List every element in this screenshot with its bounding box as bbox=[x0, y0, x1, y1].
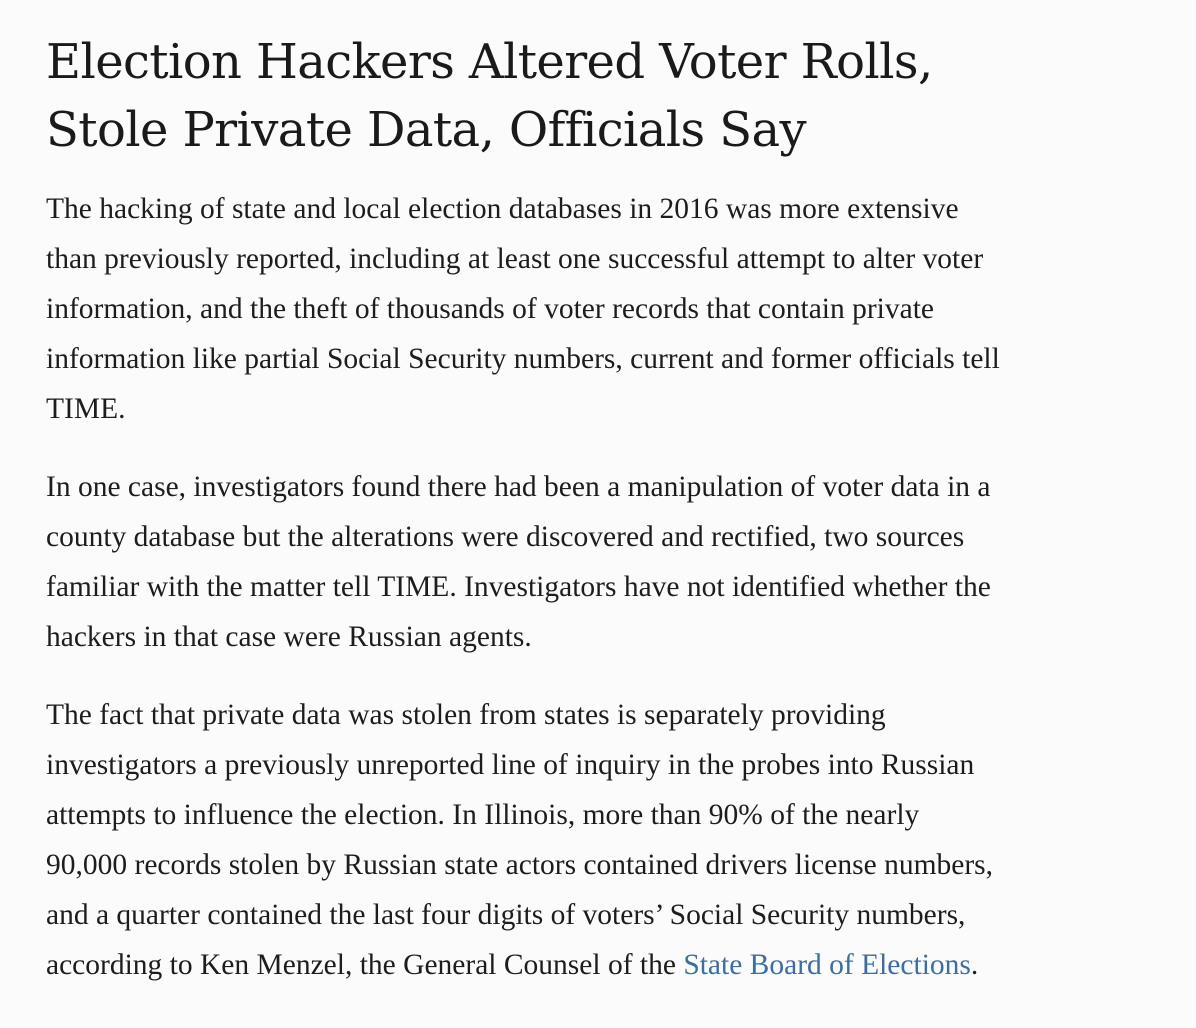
paragraph-line: The fact that private data was stolen from states is separately providing bbox=[46, 699, 886, 731]
article-headline bbox=[46, 28, 1186, 164]
paragraph-line-with-link bbox=[46, 940, 1186, 990]
paragraph-line: than previously reported, including at least one successful attempt to alter voter bbox=[46, 243, 984, 275]
paragraph-line: hackers in that case were Russian agents. bbox=[46, 621, 532, 653]
headline-line: Election Hackers Altered Voter Rolls, bbox=[46, 34, 933, 90]
paragraph-line: investigators a previously unreported line of inquiry in the probes into Russian bbox=[46, 749, 975, 781]
paragraph-1 bbox=[46, 184, 1186, 434]
paragraph-line: attempts to influence the election. In Illinois, more than 90% of the nearly bbox=[46, 799, 920, 831]
headline-line: Stole Private Data, Officials Say bbox=[46, 102, 807, 158]
paragraph-line: and a quarter contained the last four digits of voters’ Social Security numbers, bbox=[46, 899, 966, 931]
paragraph-line: The hacking of state and local election databases in 2016 was more extensive bbox=[46, 193, 959, 225]
link-suffix-text: . bbox=[970, 949, 979, 981]
paragraph-line: county database but the alterations were discovered and rectified, two sources bbox=[46, 521, 965, 553]
paragraph-line: 90,000 records stolen by Russian state actors contained drivers license numbers, bbox=[46, 849, 994, 881]
state-board-of-elections-link[interactable]: State Board of Elections bbox=[683, 949, 971, 981]
paragraph-3 bbox=[46, 690, 1186, 990]
paragraph-line: information, and the theft of thousands of voter records that contain private bbox=[46, 293, 935, 325]
link-prefix-text: according to Ken Menzel, the General Counsel of the bbox=[46, 949, 684, 981]
paragraph-line: familiar with the matter tell TIME. Investigators have not identified whether the bbox=[46, 571, 991, 603]
article-body bbox=[46, 184, 1186, 990]
paragraph-line: information like partial Social Security numbers, current and former officials tell bbox=[46, 343, 1000, 375]
paragraph-line: In one case, investigators found there had been a manipulation of voter data in a bbox=[46, 471, 991, 503]
paragraph-2 bbox=[46, 462, 1186, 662]
paragraph-line: TIME. bbox=[46, 393, 126, 425]
article bbox=[46, 28, 1186, 1018]
